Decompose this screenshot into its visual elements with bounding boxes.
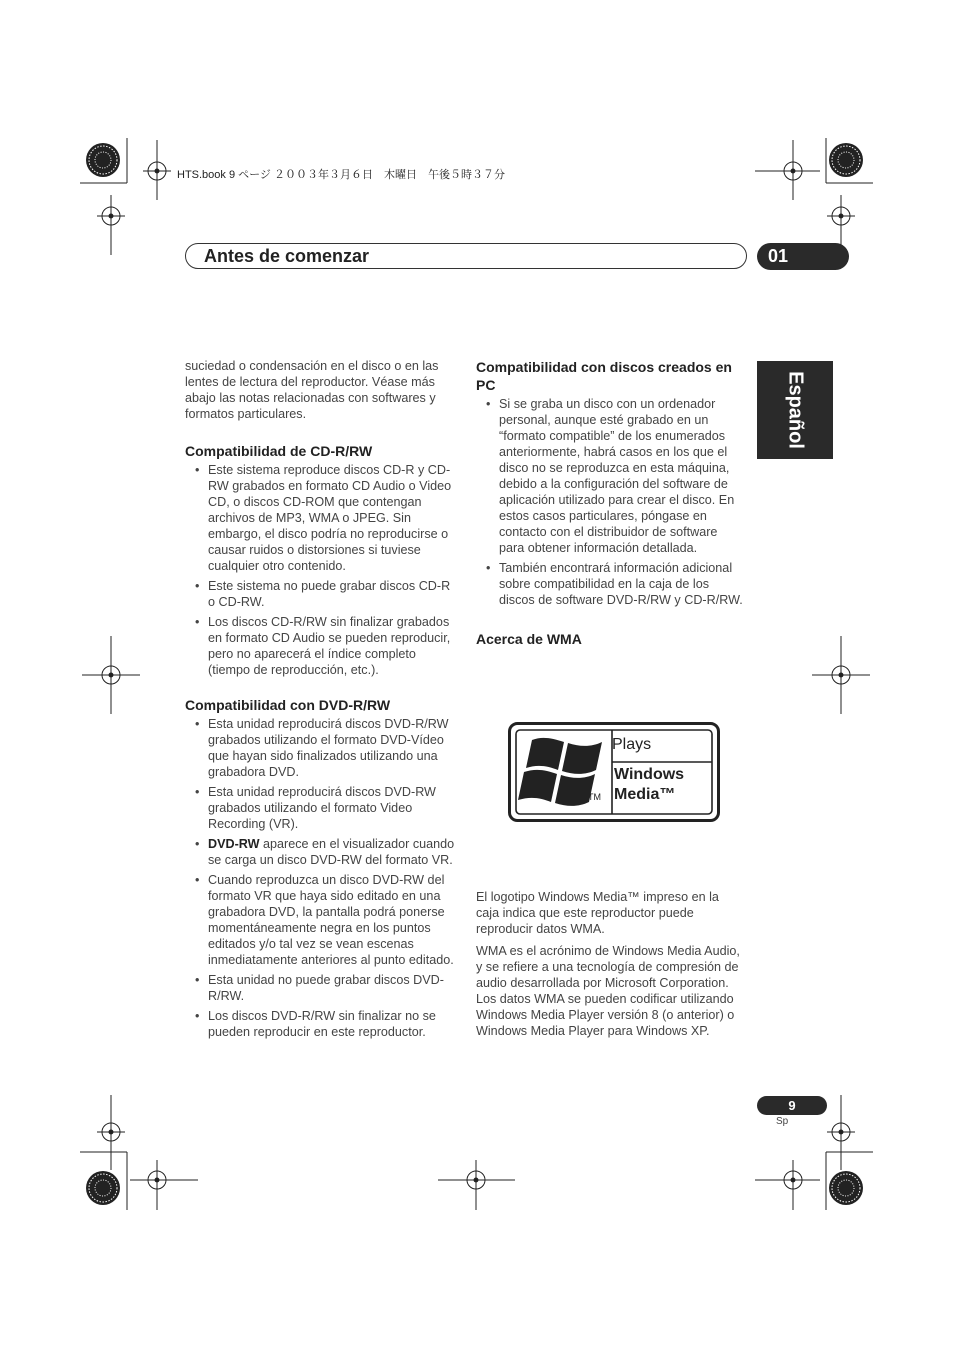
list-item: • Este sistema no puede grabar discos CD-R o CD-RW. (208, 578, 455, 610)
wma-heading: Acerca de WMA (476, 631, 582, 647)
dvdrw-indicator-text: DVD-RW (208, 837, 260, 851)
list-item: • Los discos CD-R/RW sin finalizar grabados en formato CD Audio se pueden reproducir, pero no aparecerá el índice completo (tiempo de reproducción, etc.). (208, 614, 455, 678)
wma-text-block (476, 889, 744, 1045)
logo-plays-text: Plays (612, 736, 652, 753)
list-item: • Cuando reproduzca un disco DVD-RW del formato VR que haya sido editado en una grabadora DVD, la pantalla podrá ponerse momentáneamente negra en los puntos editados y/o tal vez se vean escenas inmediatamente anteriores al punto editado. (208, 872, 455, 968)
printer-slug-line: HTS.book 9 ページ ２００３年３月６日 木曜日 午後５時３７分 (177, 169, 505, 181)
chapter-title: Antes de comenzar (204, 246, 370, 266)
right-column (476, 358, 744, 650)
dvdrw-heading: Compatibilidad con DVD-R/RW (185, 697, 391, 713)
language-tab-label: Español (784, 371, 807, 449)
wma-paragraph-1: El logotipo Windows Media™ impreso en la caja indica que este reproductor puede reproducir datos WMA. (476, 890, 719, 936)
page-language-code: Sp (776, 1116, 789, 1127)
wma-paragraph-2: WMA es el acrónimo de Windows Media Audio, y se refiere a una tecnología de compresión de audio desarrollada por Microsoft Corporation. Los datos WMA se pueden codificar utilizando Windows Media Player versión 8 (o anterior) o Windows Media Player para Windows XP. (476, 944, 740, 1038)
logo-media-text: Media™ (614, 786, 676, 803)
list-item: • También encontrará información adicional sobre compatibilidad en la caja de los discos de software DVD-R/RW y CD-R/RW. (499, 560, 744, 608)
pc-heading: Compatibilidad con discos creados en PC (476, 359, 732, 393)
dvdrw-indicator-rest: aparece en el visualizador cuando se carga un disco DVD-RW del formato VR. (208, 837, 455, 867)
list-item: • Si se graba un disco con un ordenador personal, aunque esté grabado en un “formato compatible” de los enumerados anteriormente, habrá casos en los que el disco no se reproduzca en esta máquina, debido a la configuración del software de aplicación utilizado para crear el disco. En estos casos particulares, póngase en contacto con el distribuidor de software para obtener información detallada. (499, 396, 744, 556)
cdrw-list (185, 462, 455, 678)
logo-windows-text: Windows (614, 766, 685, 783)
cdrw-heading: Compatibilidad de CD-R/RW (185, 443, 373, 459)
left-column (185, 358, 455, 1044)
list-item (208, 836, 455, 868)
list-item: • Esta unidad reproducirá discos DVD-R/RW grabados utilizando el formato DVD-Vídeo que hayan sido finalizados utilizando una grabadora DVD. (208, 716, 455, 780)
dvdrw-list (185, 716, 455, 1040)
list-item: • Los discos DVD-R/RW sin finalizar no se pueden reproducir en este reproductor. (208, 1008, 455, 1040)
windows-media-logo (508, 722, 720, 822)
list-item: • Esta unidad reproducirá discos DVD-RW grabados utilizando el formato Video Recording (VR). (208, 784, 455, 832)
intro-paragraph: suciedad o condensación en el disco o en las lentes de lectura del reproductor. Véase más abajo las notas relacionadas con softwares y formatos particulares. (185, 359, 439, 421)
page-number: 9 (757, 1096, 827, 1115)
list-item: • Esta unidad no puede grabar discos DVD-R/RW. (208, 972, 455, 1004)
logo-tm-text: TM (588, 792, 601, 802)
chapter-number: 01 (757, 243, 849, 270)
pc-list (476, 396, 744, 608)
list-item: • Este sistema reproduce discos CD-R y CD-RW grabados en formato CD Audio o Video CD, o discos CD-ROM que contengan archivos de MP3, WMA o JPEG. Sin embargo, el disco podría no reproducirse o causar ruidos o distorsiones si tuviese cualquier otro contenido. (208, 462, 455, 574)
language-tab (757, 361, 833, 459)
